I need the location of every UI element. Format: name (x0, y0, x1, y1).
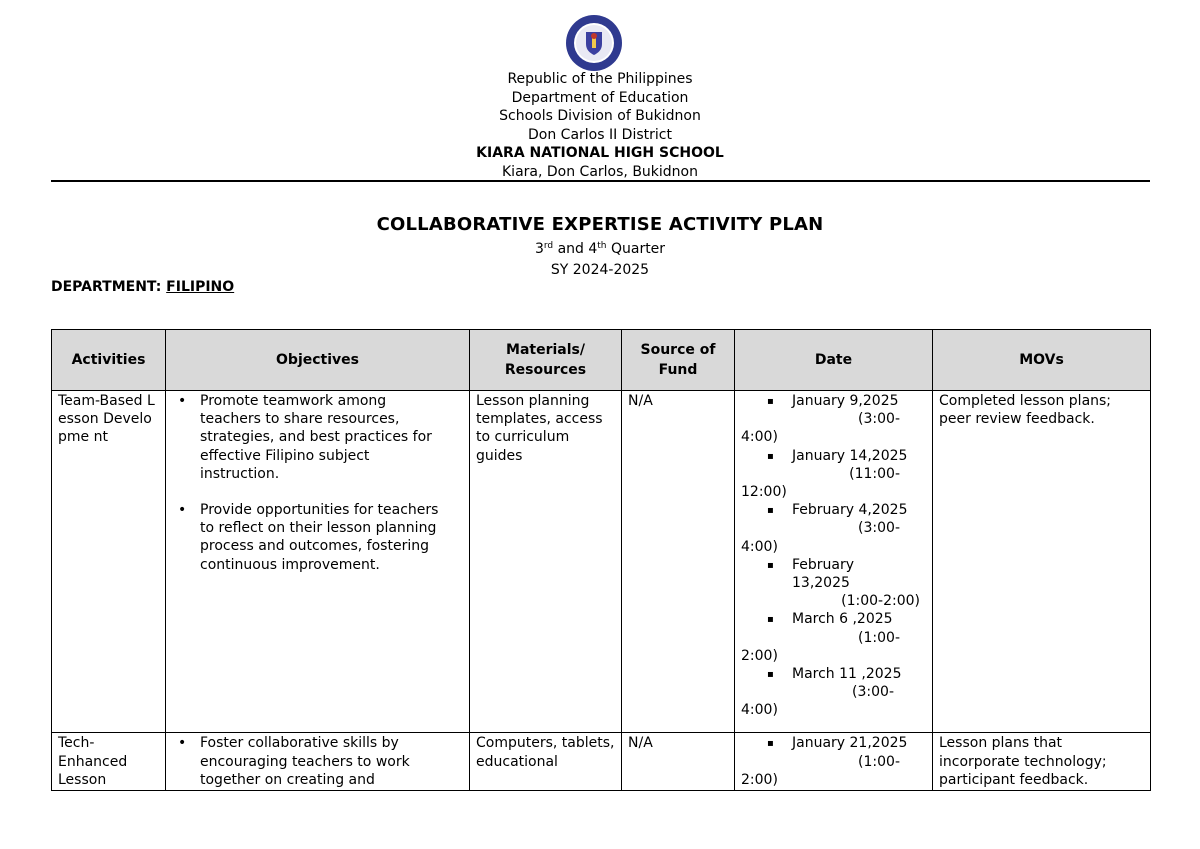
col-header-movs: MOVs (933, 330, 1151, 391)
department-label: DEPARTMENT: (51, 279, 167, 295)
date-item (741, 734, 926, 789)
date-time-start: (1:00- (858, 753, 900, 770)
date-time-end: 4:00) (741, 702, 778, 719)
date-time-end: 2:00) (741, 771, 778, 788)
dates-cell (735, 733, 933, 791)
date-item (741, 501, 926, 556)
table-row (52, 391, 1151, 733)
date-time-start: (1:00-2:00) (841, 593, 920, 610)
date-text: ▪ March 11 ,2025 (741, 665, 926, 683)
date-time-end: 4:00) (741, 538, 778, 555)
date-time-start: (3:00- (852, 684, 894, 701)
header-address: Kiara, Don Carlos, Bukidnon (502, 163, 698, 180)
date-item (741, 392, 926, 447)
objective-item: • Provide opportunities for teachers to reflect on their lesson planning process and outcomes, fostering continuous improvement. (172, 501, 449, 574)
materials-cell: Lesson planning templates, access to curriculum guides (470, 391, 622, 733)
date-item (741, 556, 926, 611)
date-time-start: (3:00- (858, 520, 900, 537)
date-text: ▪ January 9,2025 (741, 392, 926, 410)
quarter-b-sup: th (597, 241, 607, 251)
date-time-end: 12:00) (741, 484, 787, 501)
header-country: Republic of the Philippines (507, 71, 693, 87)
quarter-mid: and 4 (553, 241, 598, 257)
school-year: SY 2024-2025 (550, 262, 650, 278)
header-divider (51, 180, 1150, 182)
date-text: ▪ January 14,2025 (741, 447, 926, 465)
date-time-start: (11:00- (849, 465, 900, 482)
date-text: ▪ January 21,2025 (741, 734, 926, 752)
col-header-activities: Activities (52, 330, 166, 391)
header-district: Don Carlos II District (528, 126, 672, 143)
document-subtitle (0, 239, 1200, 281)
quarter-a: 3 (534, 241, 544, 257)
header-department: Department of Education (511, 89, 689, 106)
date-item (741, 665, 926, 720)
department-value: FILIPINO (166, 279, 235, 295)
table-row (52, 733, 1151, 791)
objective-item: • Foster collaborative skills by encouraging teachers to work together on creating and (172, 734, 463, 789)
date-item (741, 447, 926, 502)
header-division: Schools Division of Bukidnon (499, 108, 701, 124)
letterhead (0, 70, 1200, 181)
date-time-start: (3:00- (858, 411, 900, 428)
col-header-objectives: Objectives (166, 330, 470, 391)
date-time-start: (1:00- (858, 629, 900, 646)
table-header-row (52, 330, 1151, 391)
document-title: COLLABORATIVE EXPERTISE ACTIVITY PLAN (376, 214, 824, 235)
department-line (51, 279, 234, 295)
date-text: ▪ February 13,2025 (741, 556, 926, 592)
fund-cell: N/A (622, 391, 735, 733)
date-time-end: 2:00) (741, 647, 778, 664)
fund-cell: N/A (622, 733, 735, 791)
movs-cell: Lesson plans that incorporate technology; participant feedback. (933, 733, 1151, 791)
col-header-fund: Source of Fund (622, 330, 735, 391)
date-text: ▪ March 6 ,2025 (741, 610, 926, 628)
activity-cell: Team-Based Lesson Developme nt (52, 391, 166, 733)
activity-plan-table (51, 329, 1151, 791)
objective-item: • Promote teamwork among teachers to share resources, strategies, and best practices for effective Filipino subject instruction. (172, 392, 449, 483)
deped-seal-icon (556, 14, 632, 72)
activity-cell: Tech-Enhanced Lesson (52, 733, 166, 791)
objectives-cell (166, 391, 470, 733)
quarter-a-sup: rd (543, 241, 554, 251)
header-school-name: KIARA NATIONAL HIGH SCHOOL (476, 145, 724, 161)
objectives-cell (166, 733, 470, 791)
movs-cell: Completed lesson plans; peer review feedback. (933, 391, 1151, 733)
quarter-end: Quarter (606, 241, 666, 257)
date-text: ▪ February 4,2025 (741, 501, 926, 519)
date-item (741, 610, 926, 665)
date-time-end: 4:00) (741, 429, 778, 446)
col-header-date: Date (735, 330, 933, 391)
materials-cell: Computers, tablets, educational (470, 733, 622, 791)
col-header-materials: Materials/ Resources (470, 330, 622, 391)
quarter-line (0, 239, 1200, 260)
dates-cell (735, 391, 933, 733)
